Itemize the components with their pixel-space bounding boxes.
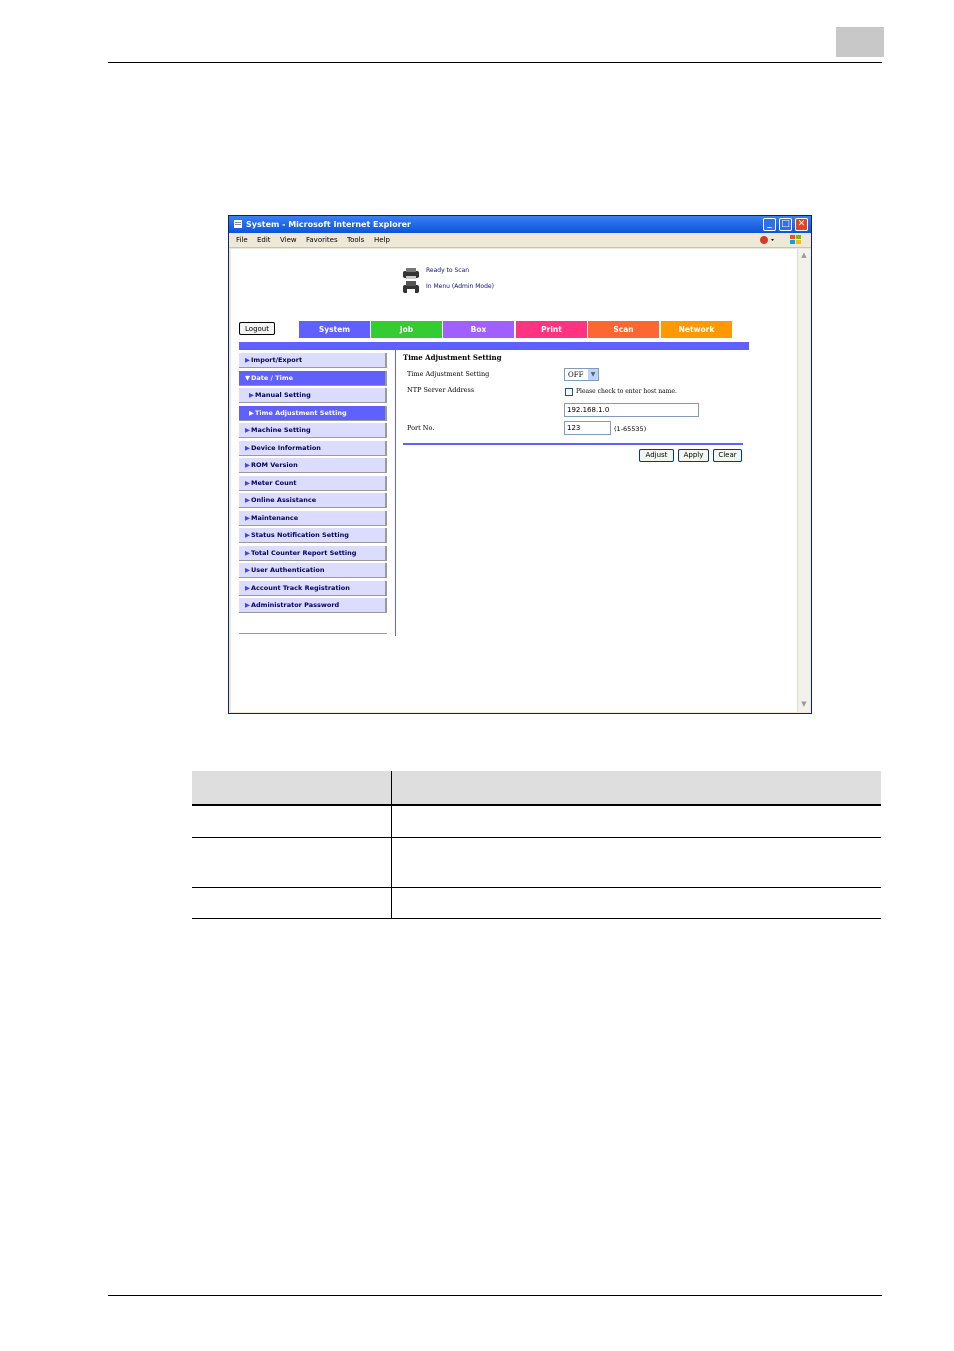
table-cell (192, 805, 392, 837)
menu-file[interactable]: File (236, 236, 248, 244)
right-triangle-icon: ▶ (245, 548, 250, 557)
sidebar-item-device-information[interactable] (239, 441, 387, 456)
sidebar-item-label: Date / Time (251, 373, 294, 382)
port-input[interactable]: 123 (564, 421, 611, 435)
apply-button[interactable]: Apply (678, 449, 709, 462)
right-triangle-icon: ▶ (245, 461, 250, 469)
right-triangle-icon: ▶ (245, 356, 250, 364)
menu-tools[interactable]: Tools (347, 236, 365, 244)
table-cell (392, 837, 882, 887)
vertical-scrollbar[interactable] (797, 249, 810, 712)
page-content (231, 249, 797, 712)
table-row (192, 837, 881, 887)
right-triangle-icon: ▶ (245, 443, 250, 452)
tab-network[interactable]: Network (661, 321, 732, 338)
tab-print[interactable]: Print (516, 321, 587, 338)
sidebar-item-label: Total Counter Report Setting (251, 548, 357, 557)
table-header-row (192, 771, 881, 805)
browser-menubar (229, 233, 811, 248)
sidebar-item-user-authentication[interactable] (239, 563, 387, 578)
windows-logo-icon (789, 234, 803, 246)
printer-icon (401, 281, 421, 294)
chevron-down-icon[interactable]: ▼ (588, 369, 598, 380)
sidebar-item-label: Maintenance (251, 513, 299, 522)
hostname-checkbox-label: Please check to enter host name. (576, 388, 677, 395)
right-triangle-icon: ▶ (245, 513, 250, 522)
sidebar-item-label: Device Information (251, 443, 321, 452)
sidebar-item-status-notification-setting[interactable] (239, 528, 387, 543)
browser-window (228, 215, 812, 714)
sidebar-item-date-time[interactable] (239, 371, 387, 386)
form-title: Time Adjustment Setting (403, 353, 502, 362)
menu-view[interactable]: View (280, 236, 297, 244)
status-ready: Ready to Scan (426, 267, 470, 274)
ntp-server-label: NTP Server Address (407, 386, 475, 394)
ntp-server-input[interactable]: 192.168.1.0 (564, 403, 699, 417)
sidebar-bottom-rule (239, 633, 387, 634)
tab-system[interactable]: System (299, 321, 370, 338)
browser-title: System - Microsoft Internet Explorer (246, 220, 411, 229)
close-icon[interactable]: ✕ (795, 218, 808, 231)
right-triangle-icon: ▶ (245, 601, 250, 609)
right-triangle-icon: ▶ (245, 566, 250, 574)
minimize-icon[interactable]: _ (763, 218, 776, 231)
tab-scan[interactable]: Scan (588, 321, 659, 338)
table-header-cell (392, 771, 882, 805)
menu-help[interactable]: Help (374, 236, 390, 244)
right-triangle-icon: ▶ (245, 478, 250, 487)
table-row (192, 887, 881, 918)
sidebar-item-time-adjustment-setting[interactable] (239, 406, 387, 421)
time-adjustment-select[interactable] (564, 368, 599, 381)
table-cell (392, 887, 882, 918)
logout-button[interactable]: Logout (239, 322, 275, 335)
sidebar-item-total-counter-report-setting[interactable] (239, 546, 387, 561)
page-icon (233, 219, 243, 229)
sidebar-item-label: Account Track Registration (251, 583, 350, 592)
tab-underline (239, 342, 749, 350)
scroll-down-icon[interactable]: ▼ (801, 700, 807, 708)
table-cell (392, 805, 882, 837)
table-cell (192, 837, 392, 887)
down-triangle-icon: ▼ (245, 373, 250, 382)
sidebar-item-machine-setting[interactable] (239, 423, 387, 438)
sidebar-item-rom-version[interactable] (239, 458, 387, 473)
sidebar-item-label: Meter Count (251, 478, 297, 487)
right-triangle-icon: ▶ (245, 583, 250, 592)
page-header-rule (108, 62, 882, 63)
sidebar-item-label: Online Assistance (251, 496, 317, 504)
port-range-hint: (1-65535) (614, 425, 647, 433)
adjust-button[interactable]: Adjust (639, 449, 674, 462)
sidebar-item-maintenance[interactable] (239, 511, 387, 526)
right-triangle-icon: ▶ (245, 531, 250, 539)
printer-icon (401, 267, 421, 280)
sidebar-item-label: Administrator Password (251, 601, 340, 609)
sidebar-item-online-assistance[interactable] (239, 493, 387, 508)
browser-titlebar (229, 216, 811, 233)
links-icon[interactable] (759, 235, 775, 245)
sidebar-item-import-export[interactable] (239, 353, 387, 368)
chapter-tab (836, 27, 884, 57)
sidebar-item-manual-setting[interactable] (239, 388, 387, 403)
description-table (192, 771, 881, 919)
sidebar-item-label: ROM Version (251, 461, 298, 469)
time-adjustment-label: Time Adjustment Setting (407, 370, 490, 378)
sidebar-item-label: User Authentication (251, 566, 325, 574)
table-row (192, 805, 881, 837)
port-label: Port No. (407, 424, 435, 432)
form-rule (403, 443, 743, 445)
scroll-up-icon[interactable]: ▲ (801, 251, 807, 259)
tab-box[interactable]: Box (443, 321, 514, 338)
table-header-cell (192, 771, 392, 805)
sidebar-item-label: Manual Setting (255, 391, 311, 399)
tab-job[interactable]: Job (371, 321, 442, 338)
sidebar (239, 353, 387, 616)
sidebar-item-administrator-password[interactable] (239, 598, 387, 613)
sidebar-divider (395, 350, 396, 636)
sidebar-item-label: Status Notification Setting (251, 531, 349, 539)
sidebar-item-meter-count[interactable] (239, 476, 387, 491)
clear-button[interactable]: Clear (713, 449, 742, 462)
page-footer-rule (108, 1295, 882, 1296)
right-triangle-icon: ▶ (249, 408, 254, 417)
maximize-icon[interactable]: □ (779, 218, 792, 231)
time-adjustment-value: OFF (568, 371, 584, 379)
right-triangle-icon: ▶ (245, 496, 250, 504)
menu-edit[interactable]: Edit (257, 236, 271, 244)
status-mode: In Menu (Admin Mode) (426, 283, 494, 290)
right-triangle-icon: ▶ (245, 426, 250, 434)
sidebar-item-label: Machine Setting (251, 426, 311, 434)
sidebar-item-account-track-registration[interactable] (239, 581, 387, 596)
hostname-checkbox[interactable] (565, 388, 573, 396)
menu-favorites[interactable]: Favorites (306, 236, 338, 244)
sidebar-item-label: Time Adjustment Setting (255, 408, 347, 417)
right-triangle-icon: ▶ (249, 391, 254, 399)
table-cell (192, 887, 392, 918)
sidebar-item-label: Import/Export (251, 356, 303, 364)
